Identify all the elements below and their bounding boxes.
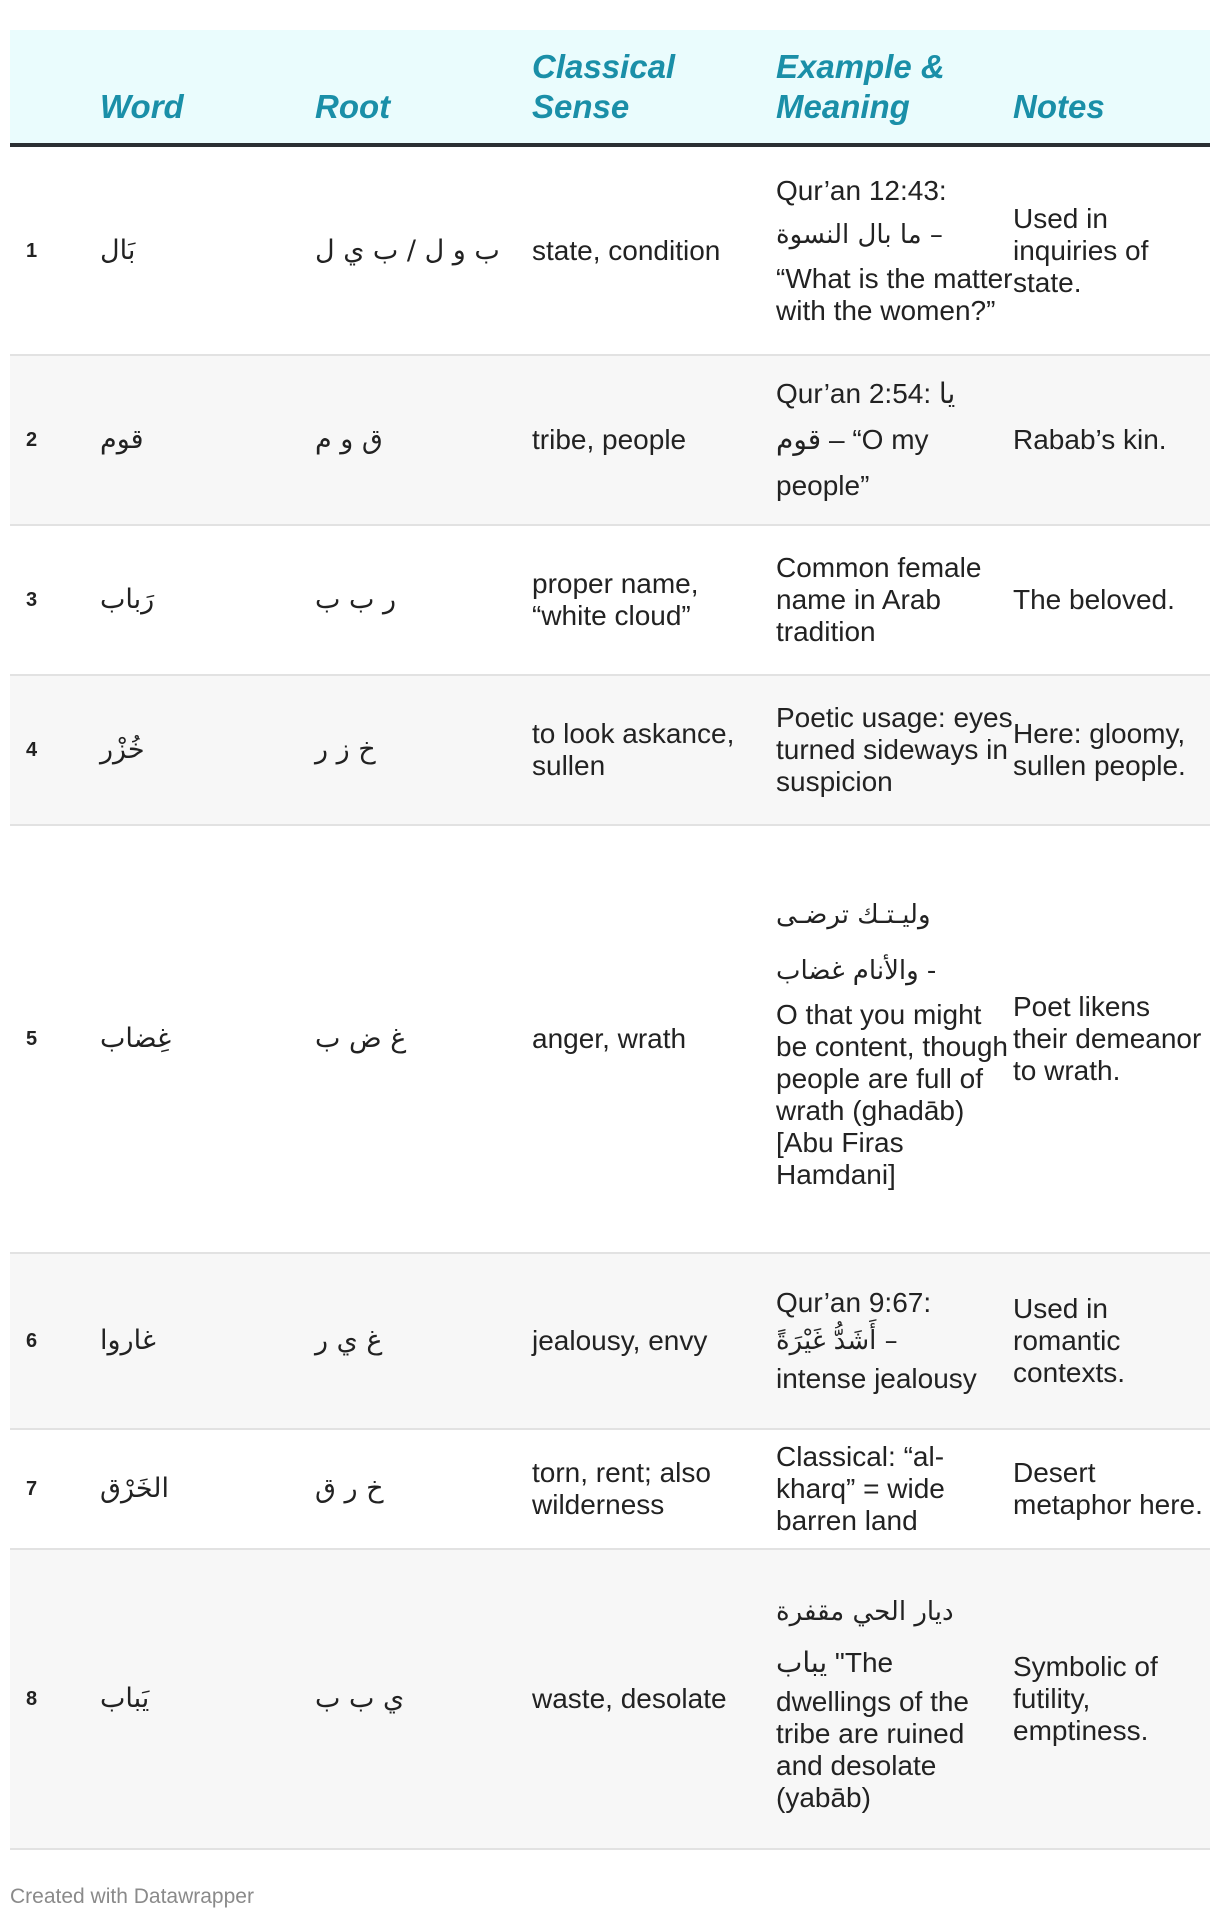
table-row (10, 525, 1210, 675)
notes-cell: Used in romantic contexts. (1013, 1253, 1210, 1429)
example-cell (776, 1429, 1013, 1549)
example-line: Common female name in Arab tradition (776, 552, 982, 647)
sense-cell: tribe, people (532, 355, 776, 525)
sense-cell: to look askance, sullen (532, 675, 776, 825)
sense-cell: anger, wrath (532, 825, 776, 1253)
table-header (10, 30, 1210, 145)
example-line: Poetic usage: eyes turned sideways in suspicion (776, 702, 1013, 797)
table-row (10, 1549, 1210, 1849)
row-number: 4 (10, 675, 100, 825)
example-line: O that you might be content, though people are full of wrath (ghadāb) [Abu Firas Hamdani] (776, 999, 1008, 1190)
word-cell: قوم (100, 355, 315, 525)
example-line: dwellings of the tribe are ruined and desolate (yabāb) (776, 1686, 970, 1813)
example-line: Classical: “al-kharq” = wide barren land (776, 1441, 945, 1536)
sense-cell: waste, desolate (532, 1549, 776, 1849)
word-cell: خُزْر (100, 675, 315, 825)
word-cell: بَال (100, 145, 315, 355)
word-cell: الخَرْق (100, 1429, 315, 1549)
table-row (10, 675, 1210, 825)
table-row (10, 1429, 1210, 1549)
word-cell: غِضاب (100, 825, 315, 1253)
header-root[interactable]: Root (315, 30, 532, 145)
header-example-meaning[interactable]: Example & Meaning (776, 30, 1013, 145)
table-row (10, 355, 1210, 525)
example-line-arabic: ديار الحي مقفرة (776, 1597, 954, 1627)
word-cell: غاروا (100, 1253, 315, 1429)
row-number: 3 (10, 525, 100, 675)
example-line: Qur’an 12:43: (776, 174, 947, 206)
table-row (10, 145, 1210, 355)
example-line: “What is the matter with the women?” (776, 262, 1013, 326)
root-cell: ب و ل / ب ي ل (315, 145, 532, 355)
notes-cell: The beloved. (1013, 525, 1210, 675)
vocabulary-table (10, 30, 1210, 1850)
sense-cell: proper name, “white cloud” (532, 525, 776, 675)
word-cell: رَباب (100, 525, 315, 675)
example-line-arabic: والأنام غضاب - (776, 956, 937, 986)
example-cell (776, 525, 1013, 675)
example-line: Qur’an 9:67: (776, 1287, 932, 1318)
header-row (10, 30, 1210, 145)
example-line: people” (776, 470, 870, 501)
example-cell (776, 355, 1013, 525)
notes-cell: Desert metaphor here. (1013, 1429, 1210, 1549)
sense-cell: state, condition (532, 145, 776, 355)
example-line-arabic: وليـتـك ترضـى (776, 900, 931, 930)
table-row (10, 1253, 1210, 1429)
example-cell (776, 145, 1013, 355)
notes-cell: Poet likens their demeanor to wrath. (1013, 825, 1210, 1253)
root-cell: ي ب ب (315, 1549, 532, 1849)
vocabulary-table-container (10, 30, 1210, 1850)
example-line: قوم – “O my (776, 424, 929, 455)
word-cell: يَباب (100, 1549, 315, 1849)
example-cell (776, 1549, 1013, 1849)
row-number: 6 (10, 1253, 100, 1429)
row-number: 7 (10, 1429, 100, 1549)
row-number: 8 (10, 1549, 100, 1849)
root-cell: غ ض ب (315, 825, 532, 1253)
header-classical-sense[interactable]: Classical Sense (532, 30, 776, 145)
notes-cell: Used in inquiries of state. (1013, 145, 1210, 355)
row-number: 2 (10, 355, 100, 525)
root-cell: ق و م (315, 355, 532, 525)
root-cell: غ ي ر (315, 1253, 532, 1429)
example-line: يباب "The (776, 1647, 894, 1678)
row-number: 5 (10, 825, 100, 1253)
example-line: intense jealousy (776, 1363, 977, 1394)
root-cell: ر ب ب (315, 525, 532, 675)
example-line-arabic: أَشَدُّ غَيْرَةً – (776, 1326, 898, 1356)
row-number: 1 (10, 145, 100, 355)
header-word[interactable]: Word (100, 30, 315, 145)
example-line: Qur’an 2:54: يا (776, 378, 956, 409)
header-number (10, 30, 100, 145)
example-cell (776, 1253, 1013, 1429)
table-body (10, 145, 1210, 1849)
root-cell: خ ز ر (315, 675, 532, 825)
example-line-arabic: ما بال النسوة – (776, 219, 943, 250)
datawrapper-credit[interactable]: Created with Datawrapper (10, 1885, 254, 1908)
notes-cell: Rabab’s kin. (1013, 355, 1210, 525)
table-row (10, 825, 1210, 1253)
notes-cell: Symbolic of futility, emptiness. (1013, 1549, 1210, 1849)
header-notes[interactable]: Notes (1013, 30, 1210, 145)
example-cell (776, 675, 1013, 825)
example-cell (776, 825, 1013, 1253)
sense-cell: torn, rent; also wilderness (532, 1429, 776, 1549)
notes-cell: Here: gloomy, sullen people. (1013, 675, 1210, 825)
root-cell: خ ر ق (315, 1429, 532, 1549)
sense-cell: jealousy, envy (532, 1253, 776, 1429)
